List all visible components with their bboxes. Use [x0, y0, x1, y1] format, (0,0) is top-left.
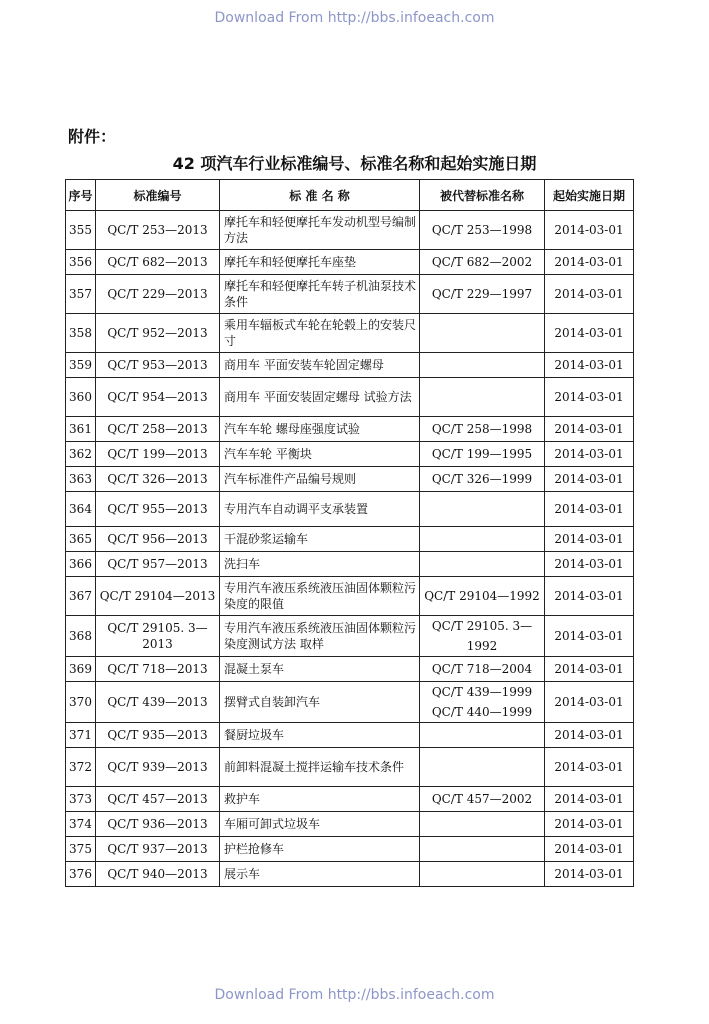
row-standard-name: 护栏抢修车	[220, 837, 420, 862]
table-row	[66, 211, 634, 250]
row-start-date: 2014-03-01	[545, 862, 634, 887]
replaced-standard-code: QC/T 253—1998	[431, 223, 533, 237]
row-replaced-standard	[420, 378, 545, 417]
row-start-date: 2014-03-01	[545, 812, 634, 837]
replaced-standard-code: QC/T 258—1998	[431, 422, 533, 436]
table-row	[66, 353, 634, 378]
row-serial: 375	[66, 837, 96, 862]
row-start-date: 2014-03-01	[545, 378, 634, 417]
row-standard-code: QC/T 956—2013	[96, 527, 220, 552]
row-serial: 363	[66, 467, 96, 492]
row-start-date: 2014-03-01	[545, 748, 634, 787]
row-replaced-standard	[420, 682, 545, 723]
row-start-date: 2014-03-01	[545, 682, 634, 723]
table-body	[66, 211, 634, 887]
row-standard-name: 前卸料混凝土搅拌运输车技术条件	[220, 748, 420, 787]
row-start-date: 2014-03-01	[545, 442, 634, 467]
row-start-date: 2014-03-01	[545, 211, 634, 250]
replaced-standard-code: QC/T 682—2002	[431, 255, 533, 269]
row-replaced-standard	[420, 787, 545, 812]
replaced-standard-code: QC/T 440—1999	[431, 705, 533, 719]
table-row	[66, 787, 634, 812]
replaced-standard-code: QC/T 229—1997	[431, 287, 533, 301]
table-row	[66, 314, 634, 353]
row-standard-code: QC/T 229—2013	[96, 275, 220, 314]
row-start-date: 2014-03-01	[545, 353, 634, 378]
row-replaced-standard	[420, 211, 545, 250]
row-replaced-standard	[420, 417, 545, 442]
row-standard-code: QC/T 957—2013	[96, 552, 220, 577]
row-standard-code: QC/T 935—2013	[96, 723, 220, 748]
row-serial: 372	[66, 748, 96, 787]
replaced-standard-code: QC/T 199—1995	[431, 447, 533, 461]
table-row	[66, 527, 634, 552]
row-replaced-standard	[420, 527, 545, 552]
replaced-standard-code: QC/T 29104—1992	[424, 589, 540, 603]
row-standard-code: QC/T 457—2013	[96, 787, 220, 812]
row-start-date: 2014-03-01	[545, 527, 634, 552]
table-row	[66, 492, 634, 527]
row-standard-code: QC/T 682—2013	[96, 250, 220, 275]
row-replaced-standard	[420, 657, 545, 682]
header-standard-code: 标准编号	[96, 180, 220, 211]
header-serial: 序号	[66, 180, 96, 211]
table-row	[66, 417, 634, 442]
table-row	[66, 250, 634, 275]
row-serial: 360	[66, 378, 96, 417]
row-standard-code: QC/T 937—2013	[96, 837, 220, 862]
row-serial: 362	[66, 442, 96, 467]
row-standard-name: 救护车	[220, 787, 420, 812]
standards-table	[65, 179, 634, 887]
row-serial: 355	[66, 211, 96, 250]
row-standard-code: QC/T 952—2013	[96, 314, 220, 353]
table-header-row	[66, 180, 634, 211]
table-row	[66, 862, 634, 887]
row-serial: 368	[66, 616, 96, 657]
row-standard-code: QC/T 258—2013	[96, 417, 220, 442]
row-standard-name: 专用汽车自动调平支承装置	[220, 492, 420, 527]
row-standard-name: 餐厨垃圾车	[220, 723, 420, 748]
row-standard-name: 干混砂浆运输车	[220, 527, 420, 552]
row-start-date: 2014-03-01	[545, 552, 634, 577]
row-start-date: 2014-03-01	[545, 275, 634, 314]
row-standard-code: QC/T 940—2013	[96, 862, 220, 887]
row-replaced-standard	[420, 353, 545, 378]
row-standard-name: 汽车车轮 平衡块	[220, 442, 420, 467]
row-serial: 359	[66, 353, 96, 378]
row-serial: 357	[66, 275, 96, 314]
row-replaced-standard	[420, 314, 545, 353]
header-start-date: 起始实施日期	[545, 180, 634, 211]
row-standard-code: QC/T 953—2013	[96, 353, 220, 378]
table-row	[66, 616, 634, 657]
replaced-standard-code: QC/T 457—2002	[431, 792, 533, 806]
row-serial: 364	[66, 492, 96, 527]
row-standard-name: 车厢可卸式垃圾车	[220, 812, 420, 837]
row-standard-name: 洗扫车	[220, 552, 420, 577]
row-standard-name: 摆臂式自装卸汽车	[220, 682, 420, 723]
row-serial: 369	[66, 657, 96, 682]
table-row	[66, 748, 634, 787]
row-start-date: 2014-03-01	[545, 467, 634, 492]
row-serial: 361	[66, 417, 96, 442]
replaced-standard-code: QC/T 439—1999	[431, 685, 533, 699]
row-start-date: 2014-03-01	[545, 657, 634, 682]
header-replaced-standard: 被代替标准名称	[420, 180, 545, 211]
row-standard-name: 专用汽车液压系统液压油固体颗粒污染度的限值	[220, 577, 420, 616]
replaced-standard-code: QC/T 718—2004	[431, 662, 533, 676]
table-row	[66, 275, 634, 314]
row-standard-code: QC/T 29105. 3—2013	[96, 616, 220, 657]
row-standard-code: QC/T 939—2013	[96, 748, 220, 787]
row-replaced-standard	[420, 492, 545, 527]
row-replaced-standard	[420, 275, 545, 314]
row-start-date: 2014-03-01	[545, 492, 634, 527]
row-serial: 370	[66, 682, 96, 723]
row-replaced-standard	[420, 467, 545, 492]
row-serial: 366	[66, 552, 96, 577]
row-serial: 373	[66, 787, 96, 812]
row-replaced-standard	[420, 442, 545, 467]
row-replaced-standard	[420, 552, 545, 577]
row-serial: 371	[66, 723, 96, 748]
row-serial: 356	[66, 250, 96, 275]
table-row	[66, 723, 634, 748]
row-serial: 367	[66, 577, 96, 616]
row-serial: 365	[66, 527, 96, 552]
row-standard-code: QC/T 439—2013	[96, 682, 220, 723]
replaced-standard-code: QC/T 29105. 3—1992	[431, 619, 533, 653]
row-start-date: 2014-03-01	[545, 723, 634, 748]
row-standard-name: 摩托车和轻便摩托车发动机型号编制方法	[220, 211, 420, 250]
table-row	[66, 442, 634, 467]
row-standard-name: 摩托车和轻便摩托车座垫	[220, 250, 420, 275]
table-row	[66, 552, 634, 577]
row-start-date: 2014-03-01	[545, 837, 634, 862]
row-standard-code: QC/T 326—2013	[96, 467, 220, 492]
table-row	[66, 837, 634, 862]
row-replaced-standard	[420, 250, 545, 275]
row-standard-code: QC/T 936—2013	[96, 812, 220, 837]
row-replaced-standard	[420, 723, 545, 748]
document-title: 42 项汽车行业标准编号、标准名称和起始实施日期	[172, 154, 537, 173]
header-standard-name: 标 准 名 称	[220, 180, 420, 211]
row-standard-name: 汽车标准件产品编号规则	[220, 467, 420, 492]
attachment-label: 附件：	[68, 127, 117, 146]
table-row	[66, 378, 634, 417]
row-standard-code: QC/T 718—2013	[96, 657, 220, 682]
row-standard-name: 混凝土泵车	[220, 657, 420, 682]
row-standard-code: QC/T 253—2013	[96, 211, 220, 250]
row-standard-code: QC/T 954—2013	[96, 378, 220, 417]
table-row	[66, 657, 634, 682]
row-replaced-standard	[420, 616, 545, 657]
row-start-date: 2014-03-01	[545, 787, 634, 812]
row-start-date: 2014-03-01	[545, 577, 634, 616]
row-standard-name: 汽车车轮 螺母座强度试验	[220, 417, 420, 442]
row-start-date: 2014-03-01	[545, 250, 634, 275]
row-replaced-standard	[420, 577, 545, 616]
row-standard-code: QC/T 199—2013	[96, 442, 220, 467]
row-start-date: 2014-03-01	[545, 616, 634, 657]
row-standard-name: 专用汽车液压系统液压油固体颗粒污染度测试方法 取样	[220, 616, 420, 657]
row-start-date: 2014-03-01	[545, 417, 634, 442]
row-replaced-standard	[420, 837, 545, 862]
row-standard-name: 展示车	[220, 862, 420, 887]
replaced-standard-code: QC/T 326—1999	[431, 472, 533, 486]
table-row	[66, 467, 634, 492]
row-replaced-standard	[420, 862, 545, 887]
row-replaced-standard	[420, 748, 545, 787]
table-row	[66, 812, 634, 837]
row-standard-code: QC/T 955—2013	[96, 492, 220, 527]
row-replaced-standard	[420, 812, 545, 837]
row-standard-name: 乘用车辐板式车轮在轮毂上的安装尺寸	[220, 314, 420, 353]
row-serial: 374	[66, 812, 96, 837]
row-standard-name: 摩托车和轻便摩托车转子机油泵技术条件	[220, 275, 420, 314]
table-row	[66, 577, 634, 616]
watermark-bottom: Download From http://bbs.infoeach.com	[214, 987, 495, 1003]
row-standard-name: 商用车 平面安装固定螺母 试验方法	[220, 378, 420, 417]
row-standard-code: QC/T 29104—2013	[96, 577, 220, 616]
row-start-date: 2014-03-01	[545, 314, 634, 353]
table-row	[66, 682, 634, 723]
row-serial: 358	[66, 314, 96, 353]
row-serial: 376	[66, 862, 96, 887]
row-standard-name: 商用车 平面安装车轮固定螺母	[220, 353, 420, 378]
watermark-top: Download From http://bbs.infoeach.com	[214, 10, 495, 26]
